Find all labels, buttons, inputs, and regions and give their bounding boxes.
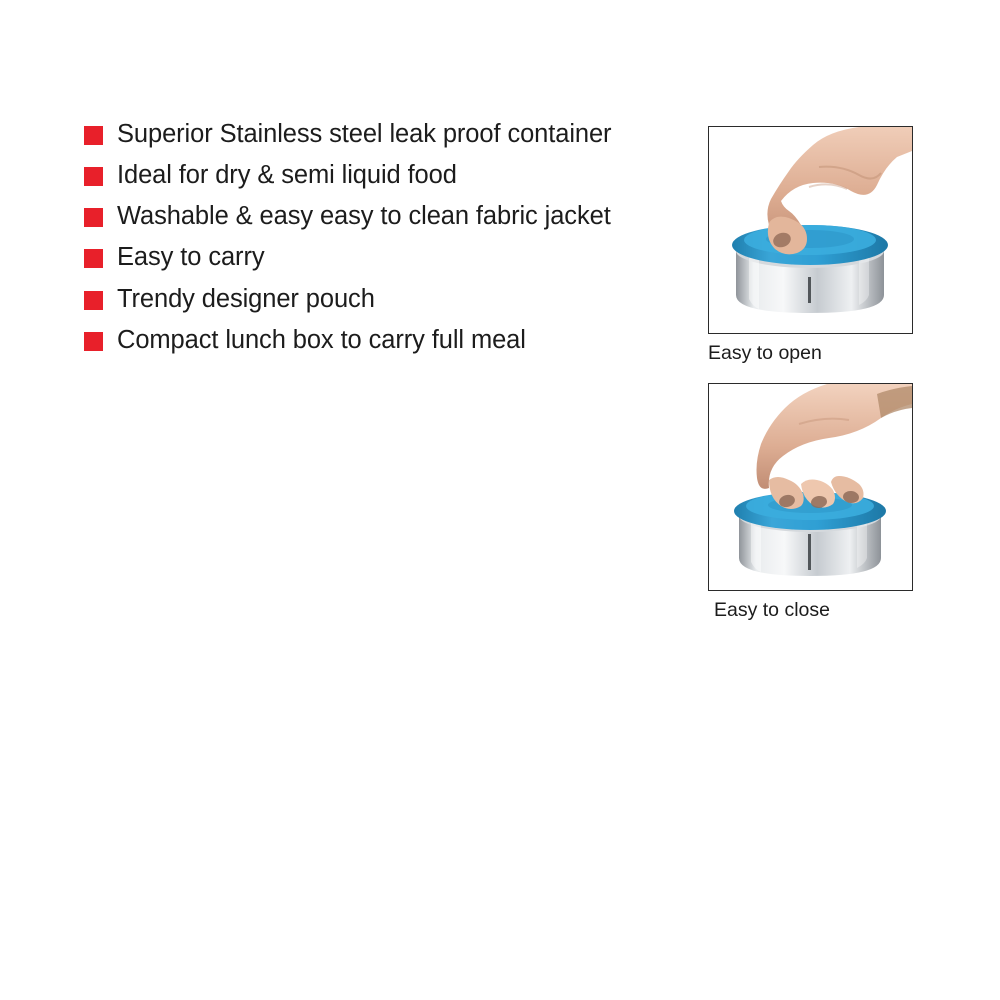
feature-text: Washable & easy easy to clean fabric jacket (117, 202, 611, 231)
hand-opening-container-photo (708, 126, 913, 334)
list-item (84, 118, 644, 151)
bullet-square-icon (84, 126, 103, 145)
feature-text: Easy to carry (117, 243, 265, 272)
list-item (84, 200, 644, 233)
feature-text: Trendy designer pouch (117, 284, 375, 313)
list-item (84, 283, 644, 316)
list-item (84, 159, 644, 192)
photo-caption-close: Easy to close (714, 599, 830, 621)
feature-text: Ideal for dry & semi liquid food (117, 161, 457, 190)
bullet-square-icon (84, 249, 103, 268)
list-item (84, 324, 644, 357)
bullet-square-icon (84, 291, 103, 310)
bullet-square-icon (84, 167, 103, 186)
feature-text: Compact lunch box to carry full meal (117, 325, 526, 354)
feature-list (84, 118, 644, 365)
bullet-square-icon (84, 208, 103, 227)
hand-closing-container-photo (708, 383, 913, 591)
photo-caption-open: Easy to open (708, 342, 822, 364)
feature-text: Superior Stainless steel leak proof container (117, 120, 612, 148)
list-item (84, 241, 644, 274)
photo-block-open (708, 126, 913, 365)
photo-block-close (708, 383, 913, 622)
bullet-square-icon (84, 332, 103, 351)
